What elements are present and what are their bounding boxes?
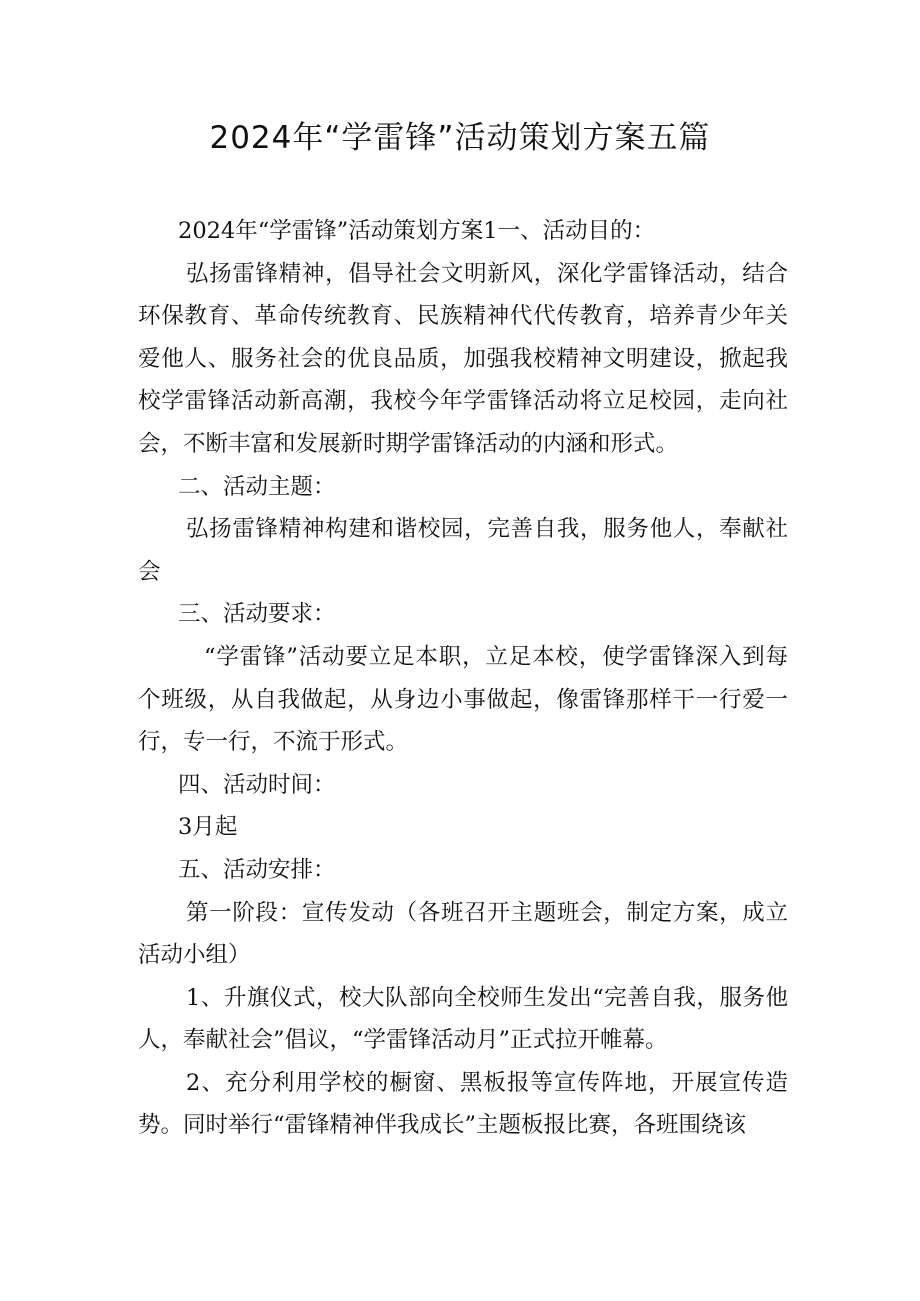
paragraph-item-1: 1、升旗仪式，校大队部向全校师生发出“完善自我，服务他人，奉献社会”倡议，“学雷锋活动月”正式拉开帷幕。 — [138, 984, 788, 1054]
heading-arrangement: 五、活动安排： — [178, 856, 336, 883]
paragraph-item-2: 2、充分利用学校的橱窗、黑板报等宣传阵地，开展宣传造势。同时举行“雷锋精神伴我成长”主题板报比赛，各班围绕该 — [138, 1069, 788, 1139]
document-title: 2024年“学雷锋”活动策划方案五篇 — [209, 120, 711, 156]
paragraph-theme: 弘扬雷锋精神构建和谐校园，完善自我，服务他人，奉献社会 — [138, 516, 788, 585]
paragraph-time: 3月起 — [178, 814, 238, 841]
heading-requirements: 三、活动要求： — [178, 601, 336, 628]
heading-time: 四、活动时间： — [178, 771, 336, 798]
paragraph-purpose: 弘扬雷锋精神，倡导社会文明新风，深化学雷锋活动，结合环保教育、革命传统教育、民族精神代代传教育，培养青少年关爱他人、服务社会的优良品质，加强我校精神文明建设，掀起我校学雷锋活动新高潮，我校今年学雷锋活动将立足校园，走向社会，不断丰富和发展新时期学雷锋活动的内涵和形式。 — [138, 260, 788, 457]
paragraph-stage-one: 第一阶段：宣传发动（各班召开主题班会，制定方案，成立活动小组） — [138, 899, 788, 969]
paragraph-intro: 2024年“学雷锋”活动策划方案1一、活动目的： — [178, 218, 656, 244]
document-body — [138, 210, 788, 1147]
paragraph-requirements: “学雷锋”活动要立足本职，立足本校，使学雷锋深入到每个班级，从自我做起，从身边小事做起，像雷锋那样干一行爱一行，专一行，不流于形式。 — [138, 643, 788, 756]
heading-theme: 二、活动主题： — [178, 473, 336, 500]
